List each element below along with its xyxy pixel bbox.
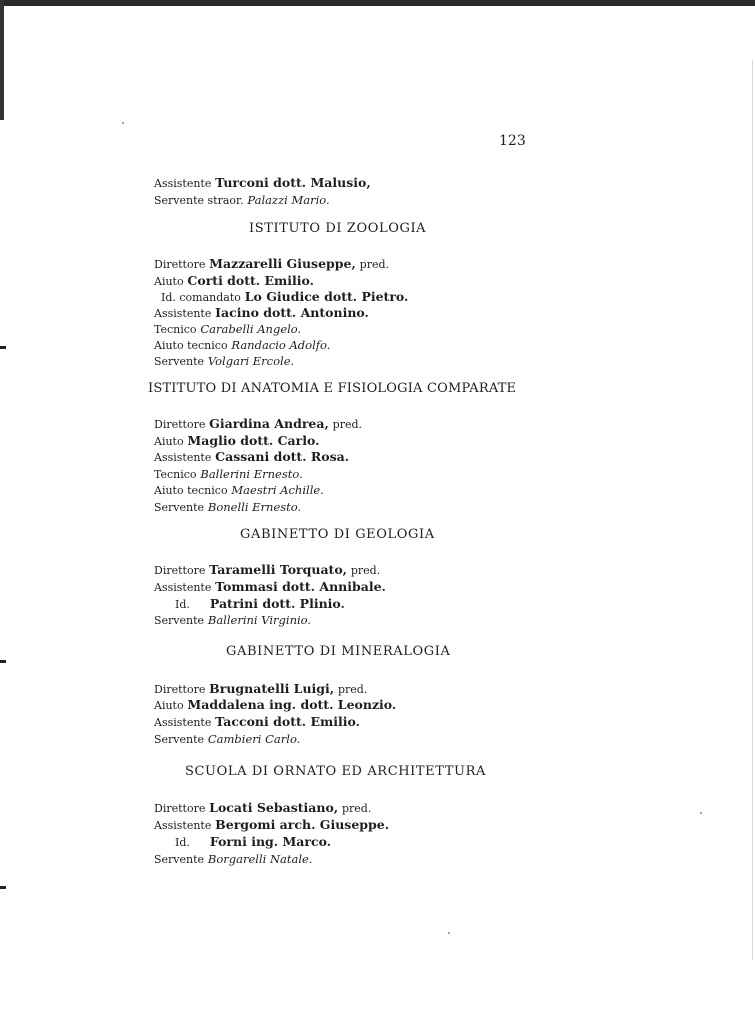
entry-role: Servente — [154, 501, 205, 514]
entry-line — [154, 433, 319, 450]
entry-name: Forni ing. Marco. — [209, 834, 332, 849]
section-heading: ISTITUTO DI ZOOLOGIA — [249, 221, 427, 236]
entry-name: Ballerini Ernesto. — [200, 467, 303, 481]
entry-role: Id. — [175, 836, 190, 849]
entry-line — [161, 289, 408, 306]
section-heading: GABINETTO DI MINERALOGIA — [226, 644, 451, 659]
entry-role: Id. comandato — [161, 291, 241, 304]
entry-line — [154, 817, 389, 834]
entry-suffix: pred. — [359, 258, 390, 271]
entry-line — [154, 714, 360, 731]
entry-line — [154, 192, 330, 209]
entry-role: Tecnico — [154, 323, 197, 336]
entry-name: Borgarelli Natale. — [207, 852, 313, 866]
entry-role: Direttore — [154, 564, 206, 577]
entry-name: Volgari Ercole. — [207, 354, 295, 368]
entry-name: Locati Sebastiano, — [209, 800, 339, 815]
entry-role: Servente — [154, 614, 205, 627]
entry-role: Assistente — [154, 581, 212, 594]
entry-line — [154, 321, 301, 338]
scan-mark — [0, 346, 6, 349]
entry-line — [154, 416, 362, 433]
entry-name: Tommasi dott. Annibale. — [215, 579, 386, 594]
entry-line — [154, 499, 301, 516]
entry-name: Brugnatelli Luigi, — [209, 681, 335, 696]
entry-suffix: pred. — [337, 683, 368, 696]
entry-name: Ballerini Virginio. — [207, 613, 312, 627]
entry-name: Mazzarelli Giuseppe, — [209, 256, 356, 271]
scan-mark — [0, 886, 6, 889]
entry-role: Assistente — [154, 451, 212, 464]
entry-line — [154, 681, 367, 698]
entry-role: Direttore — [154, 418, 206, 431]
entry-name: Carabelli Angelo. — [200, 322, 302, 336]
entry-name: Maestri Achille. — [231, 483, 324, 497]
entry-role: Direttore — [154, 683, 206, 696]
entry-line — [154, 337, 330, 354]
entry-name: Lo Giudice dott. Pietro. — [244, 289, 409, 304]
entry-role: Aiuto tecnico — [154, 484, 228, 497]
entry-name: Giardina Andrea, — [209, 416, 329, 431]
entry-suffix: pred. — [332, 418, 363, 431]
entry-name: Cambieri Carlo. — [207, 732, 301, 746]
entry-line — [154, 579, 386, 596]
scan-right-edge — [752, 60, 753, 960]
scan-top-edge — [0, 0, 755, 6]
entry-role: Aiuto tecnico — [154, 339, 228, 352]
entry-line — [175, 596, 345, 613]
entry-role: Direttore — [154, 802, 206, 815]
entry-role: Assistente — [154, 819, 212, 832]
entry-line — [154, 562, 380, 579]
section-heading: ISTITUTO DI ANATOMIA E FISIOLOGIA COMPARATE — [148, 381, 517, 396]
entry-suffix: pred. — [341, 802, 372, 815]
entry-role: Servente — [154, 355, 205, 368]
entry-name: Randacio Adolfo. — [231, 338, 331, 352]
entry-name: Maddalena ing. dott. Leonzio. — [187, 697, 397, 712]
entry-name: Bonelli Ernesto. — [207, 500, 302, 514]
entry-line — [154, 353, 294, 370]
scan-speck — [448, 932, 450, 934]
entry-line — [154, 612, 311, 629]
entry-suffix: pred. — [350, 564, 381, 577]
entry-role: Tecnico — [154, 468, 197, 481]
entry-line — [154, 800, 371, 817]
entry-role: Aiuto — [154, 699, 184, 712]
entry-line — [175, 834, 331, 851]
entry-role: Direttore — [154, 258, 206, 271]
entry-name: Corti dott. Emilio. — [187, 273, 314, 288]
entry-name: Iacino dott. Antonino. — [215, 305, 369, 320]
entry-name: Palazzi Mario. — [247, 193, 330, 207]
entry-role: Servente straor. — [154, 194, 244, 207]
entry-line — [154, 482, 324, 499]
entry-line — [154, 256, 389, 273]
entry-role: Id. — [175, 598, 190, 611]
entry-name: Patrini dott. Plinio. — [209, 596, 345, 611]
entry-name: Taramelli Torquato, — [209, 562, 348, 577]
scan-mark — [0, 660, 6, 663]
entry-role: Assistente — [154, 307, 212, 320]
entry-line — [154, 175, 371, 192]
entry-role: Assistente — [154, 177, 212, 190]
section-heading: SCUOLA DI ORNATO ED ARCHITETTURA — [185, 764, 486, 779]
entry-line — [154, 466, 303, 483]
entry-name: Bergomi arch. Giuseppe. — [215, 817, 390, 832]
entry-line — [154, 731, 300, 748]
entry-line — [154, 273, 314, 290]
entry-name: Cassani dott. Rosa. — [215, 449, 350, 464]
entry-line — [154, 305, 369, 322]
entry-line — [154, 851, 313, 868]
entry-role: Aiuto — [154, 275, 184, 288]
entry-line — [154, 449, 349, 466]
entry-name: Turconi dott. Malusio, — [215, 175, 371, 190]
entry-line — [154, 697, 396, 714]
section-heading: GABINETTO DI GEOLOGIA — [240, 527, 435, 542]
entry-role: Aiuto — [154, 435, 184, 448]
entry-name: Tacconi dott. Emilio. — [215, 714, 360, 729]
entry-role: Servente — [154, 853, 205, 866]
entry-name: Maglio dott. Carlo. — [187, 433, 320, 448]
scan-left-edge — [0, 0, 4, 120]
entry-role: Servente — [154, 733, 205, 746]
entry-role: Assistente — [154, 716, 212, 729]
scan-speck — [700, 812, 702, 814]
page-number: 123 — [499, 133, 526, 149]
scan-speck — [122, 122, 124, 124]
